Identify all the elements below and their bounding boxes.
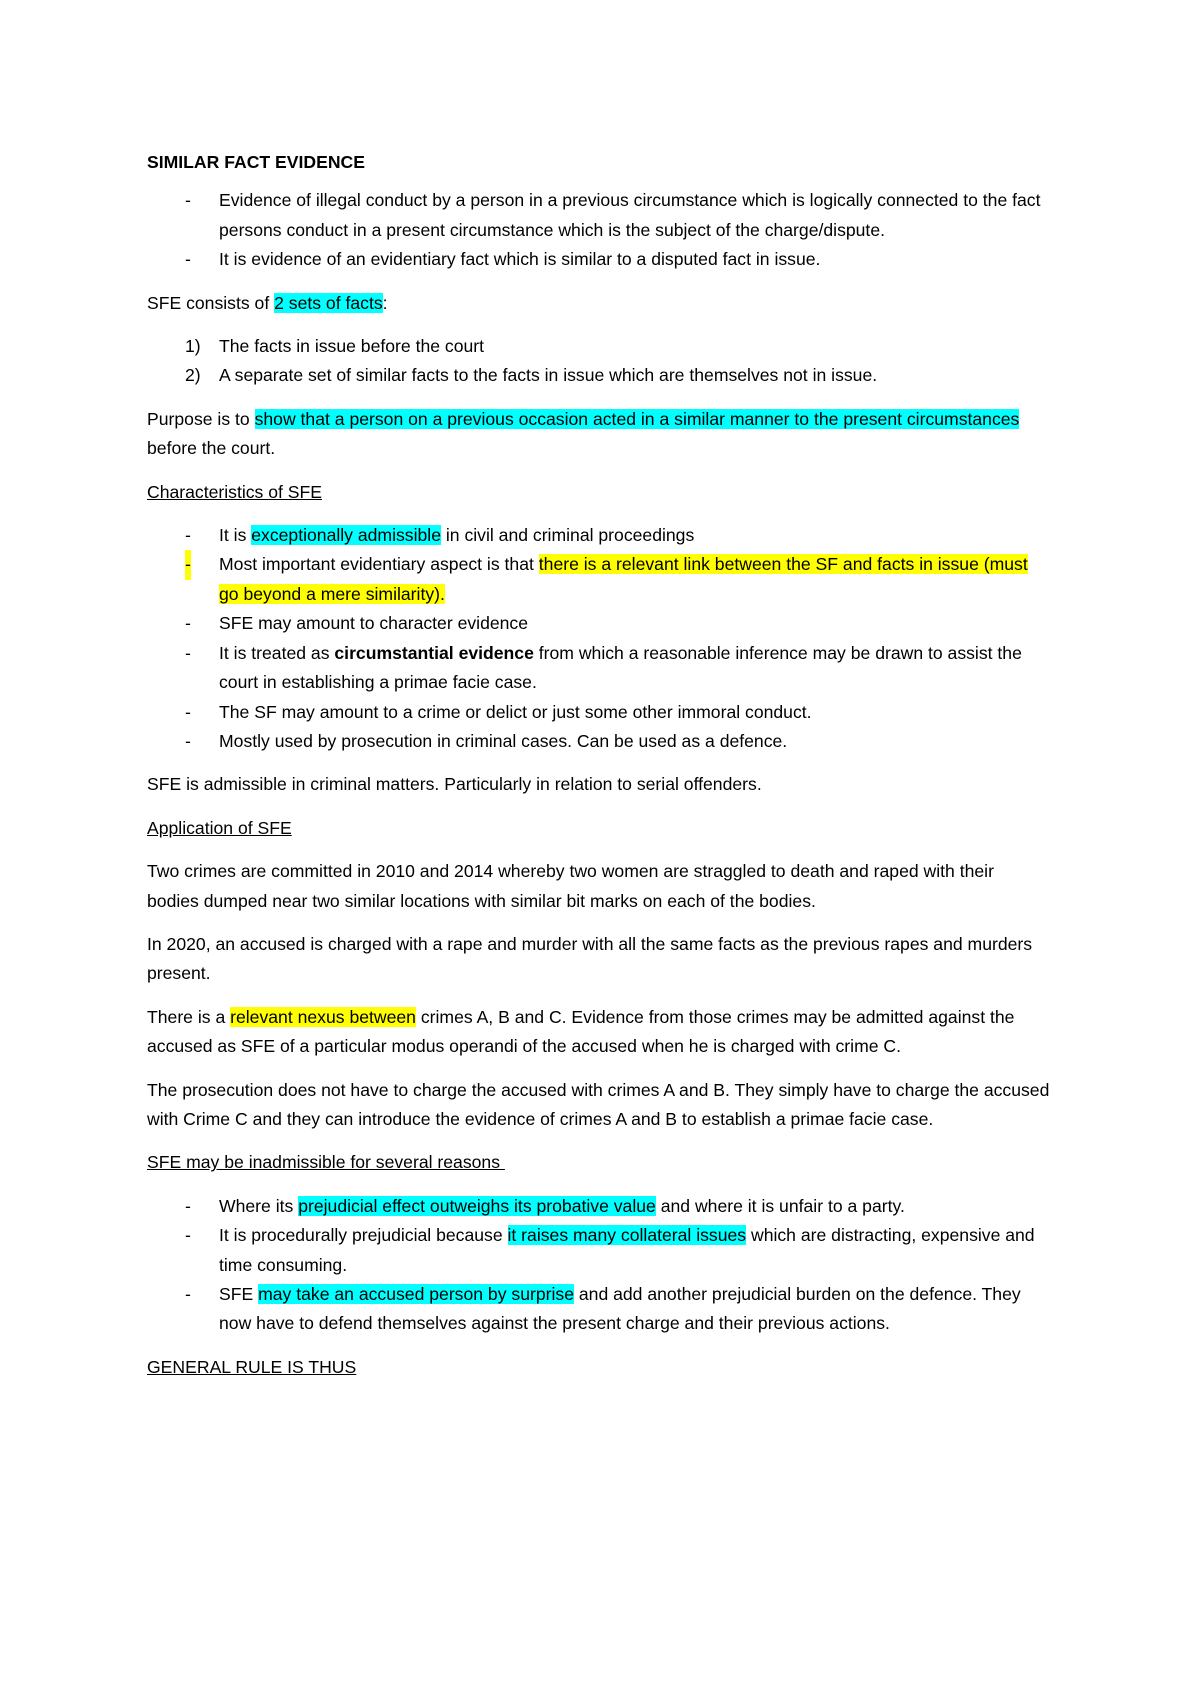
highlighted-text: 2 sets of facts bbox=[274, 292, 383, 313]
application-heading: Application of SFE bbox=[147, 817, 292, 838]
dash-marker: - bbox=[185, 701, 191, 722]
list-item bbox=[147, 186, 1050, 245]
dash-marker: - bbox=[185, 1195, 191, 1216]
list-item-text: The SF may amount to a crime or delict or just some other immoral conduct. bbox=[219, 701, 812, 722]
application-paragraph-1: Two crimes are committed in 2010 and 2014 whereby two women are straggled to death and raped with their bodies dumped near two similar locations with similar bit marks on each of the bodies. bbox=[147, 861, 994, 911]
highlighted-text: relevant nexus between bbox=[230, 1006, 416, 1027]
document-title: SIMILAR FACT EVIDENCE bbox=[147, 152, 365, 172]
text-run: in civil and criminal proceedings bbox=[440, 525, 695, 546]
text-run: It is procedurally prejudicial because bbox=[219, 1225, 508, 1246]
bold-text: circumstantial evidence bbox=[334, 642, 534, 663]
admissible-criminal-paragraph: SFE is admissible in criminal matters. Particularly in relation to serial offenders. bbox=[147, 774, 762, 795]
text-run: Purpose is to bbox=[147, 408, 255, 429]
text-run: and add another prejudicial burden on the defence. They now have to defend themselves against the present charge and their previous actions. bbox=[219, 1284, 1021, 1334]
list-item-text: The facts in issue before the court bbox=[219, 336, 485, 357]
list-item bbox=[147, 1280, 1050, 1339]
list-item-text: Evidence of illegal conduct by a person in a previous circumstance which is logically connected to the fact persons conduct in a present circumstance which is the subject of the charge/dispute. bbox=[219, 190, 1041, 240]
list-item-text: It is evidence of an evidentiary fact which is similar to a disputed fact in issue. bbox=[219, 249, 821, 270]
number-marker: 2) bbox=[185, 365, 201, 386]
list-item-text: Mostly used by prosecution in criminal cases. Can be used as a defence. bbox=[219, 730, 788, 751]
inadmissible-heading: SFE may be inadmissible for several reasons bbox=[147, 1152, 505, 1173]
dash-marker: - bbox=[185, 730, 191, 751]
list-item bbox=[147, 550, 1050, 609]
list-item-text: SFE may amount to character evidence bbox=[219, 613, 529, 634]
purpose-paragraph bbox=[147, 405, 1050, 464]
application-paragraph-2: In 2020, an accused is charged with a rape and murder with all the same facts as the previous rapes and murders present. bbox=[147, 933, 1033, 984]
text-run: It is bbox=[219, 525, 252, 546]
list-item-text: A separate set of similar facts to the facts in issue which are themselves not in issue. bbox=[219, 365, 878, 386]
application-paragraph-3 bbox=[147, 1003, 1050, 1062]
text-run: It is treated as bbox=[219, 642, 335, 663]
text-run: and where it is unfair to a party. bbox=[655, 1195, 905, 1216]
dash-marker: - bbox=[185, 249, 191, 270]
text-run: crimes A, B and C. Evidence from those crimes may be admitted against the accused as SFE of a particular modus operandi of the accused when he is charged with crime C. bbox=[147, 1006, 1015, 1057]
highlighted-text: show that a person on a previous occasion acted in a similar manner to the present circumstances bbox=[254, 408, 1020, 429]
list-item bbox=[147, 332, 1050, 361]
list-item bbox=[147, 1192, 1050, 1221]
text-run: Where its bbox=[219, 1195, 299, 1216]
text-run: Most important evidentiary aspect is that bbox=[219, 554, 539, 575]
dash-marker: - bbox=[185, 613, 191, 634]
characteristics-list bbox=[147, 521, 1050, 756]
highlighted-text: prejudicial effect outweighs its probative value bbox=[298, 1195, 656, 1216]
highlighted-text: there is a relevant link between the SF and facts in issue (must go beyond a mere similarity). bbox=[219, 554, 1028, 604]
list-item bbox=[147, 521, 1050, 550]
dash-marker: - bbox=[185, 525, 191, 546]
list-item bbox=[147, 361, 1050, 390]
application-paragraph-4: The prosecution does not have to charge the accused with crimes A and B. They simply have to charge the accused with Crime C and they can introduce the evidence of crimes A and B to establish a primae facie case. bbox=[147, 1079, 1050, 1129]
list-item bbox=[147, 609, 1050, 638]
list-item bbox=[147, 727, 1050, 756]
general-rule-heading: GENERAL RULE IS THUS bbox=[147, 1356, 357, 1377]
intro-list bbox=[147, 186, 1050, 274]
list-item bbox=[147, 698, 1050, 727]
text-run: SFE bbox=[219, 1284, 259, 1304]
highlighted-text: it raises many collateral issues bbox=[507, 1225, 747, 1246]
text-run: SFE consists of bbox=[147, 292, 275, 313]
sets-list bbox=[147, 332, 1050, 391]
list-item bbox=[147, 245, 1050, 274]
inadmissible-list bbox=[147, 1192, 1050, 1339]
highlighted-text: exceptionally admissible bbox=[251, 525, 441, 546]
text-run: There is a bbox=[147, 1006, 231, 1027]
dash-marker: - bbox=[185, 1284, 191, 1304]
text-run: : bbox=[382, 292, 388, 313]
consists-paragraph bbox=[147, 289, 1050, 318]
text-run: which are distracting, expensive and time consuming. bbox=[219, 1225, 1035, 1275]
number-marker: 1) bbox=[185, 336, 201, 357]
dash-marker: - bbox=[185, 1225, 191, 1246]
list-item bbox=[147, 1221, 1050, 1280]
text-run: before the court. bbox=[147, 438, 276, 459]
highlighted-text: may take an accused person by surprise bbox=[258, 1284, 574, 1304]
characteristics-heading: Characteristics of SFE bbox=[147, 481, 323, 502]
list-item bbox=[147, 639, 1050, 698]
text-run: from which a reasonable inference may be drawn to assist the court in establishing a primae facie case. bbox=[219, 642, 1022, 693]
dash-marker: - bbox=[185, 642, 191, 663]
dash-marker: - bbox=[185, 550, 191, 579]
dash-marker: - bbox=[185, 190, 191, 211]
